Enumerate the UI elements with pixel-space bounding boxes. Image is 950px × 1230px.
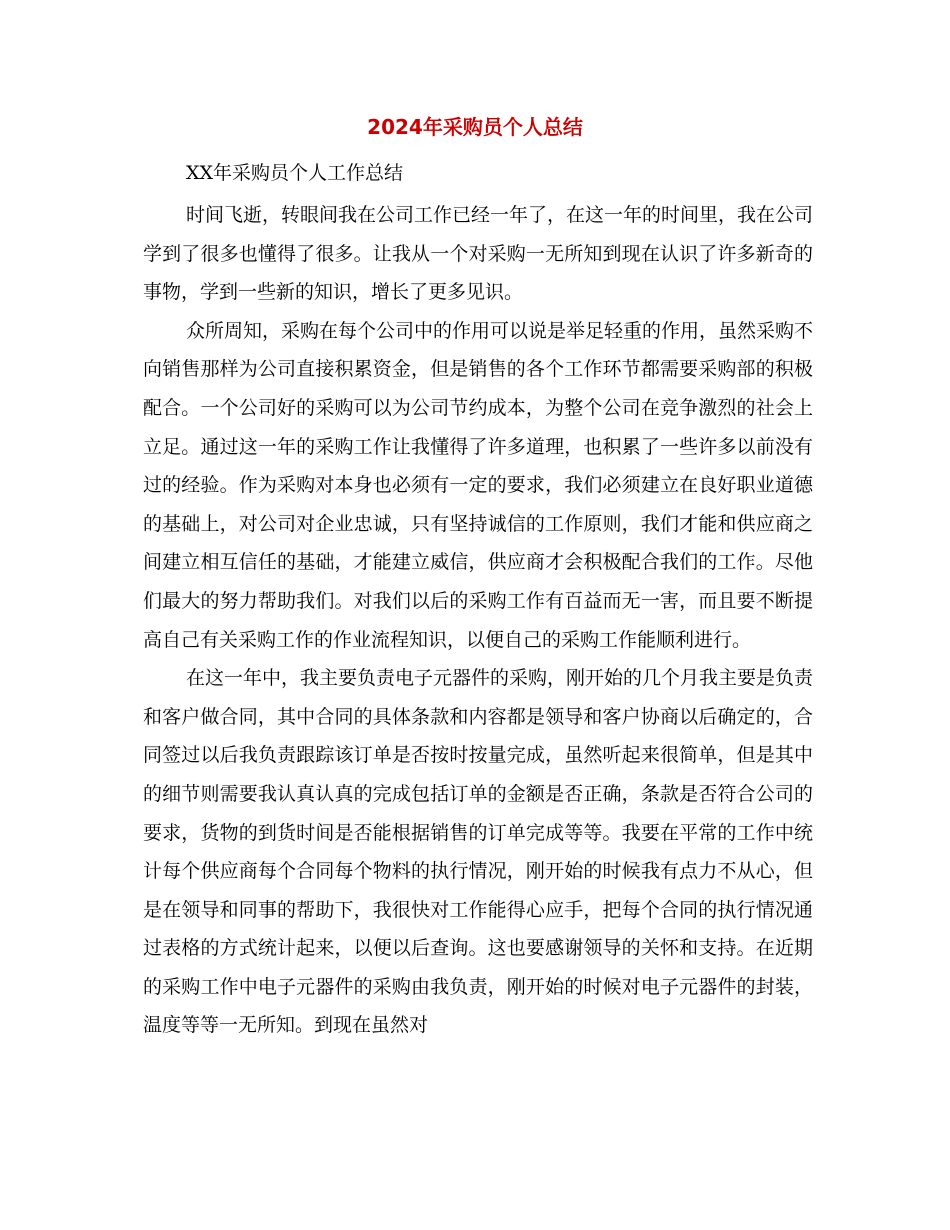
document-body	[143, 196, 813, 1045]
paragraph-responsibilities: 在这一年中，我主要负责电子元器件的采购，刚开始的几个月我主要是负责和客户做合同，其中合同的具体条款和内容都是领导和客户协商以后确定的，合同签过以后我负责跟踪该订单是否按时按量完成，虽然听起来很简单，但是其中的细节则需要我认真认真的完成包括订单的金额是否正确，条款是否符合公司的要求，货物的到货时间是否能根据销售的订单完成等等。我要在平常的工作中统计每个供应商每个合同每个物料的执行情况，刚开始的时候我有点力不从心，但是在领导和同事的帮助下，我很快对工作能得心应手，把每个合同的执行情况通过表格的方式统计起来，以便以后查询。这也要感谢领导的关怀和支持。在近期的采购工作中电子元器件的采购由我负责，刚开始的时候对电子元器件的封装，温度等等一无所知。到现在虽然对	[143, 667, 814, 1037]
page-title: 2024年采购员个人总结	[367, 115, 583, 139]
paragraph-intro: 时间飞逝，转眼间我在公司工作已经一年了，在这一年的时间里，我在公司学到了很多也懂得了很多。让我从一个对采购一无所知到现在认识了许多新奇的事物，学到一些新的知识，增长了更多见识。	[143, 204, 814, 304]
paragraph-role-of-procurement: 众所周知，采购在每个公司中的作用可以说是举足轻重的作用，虽然采购不向销售那样为公司直接积累资金，但是销售的各个工作环节都需要采购部的积极配合。一个公司好的采购可以为公司节约成本，为整个公司在竞争激烈的社会上立足。通过这一年的采购工作让我懂得了许多道理，也积累了一些许多以前没有过的经验。作为采购对本身也必须有一定的要求，我们必须建立在良好职业道德的基础上，对公司对企业忠诚，只有坚持诚信的工作原则，我们才能和供应商之间建立相互信任的基础，才能建立威信，供应商才会积极配合我们的工作。尽他们最大的努力帮助我们。对我们以后的采购工作有百益而无一害，而且要不断提高自己有关采购工作的作业流程知识，以便自己的采购工作能顺利进行。	[143, 319, 814, 651]
document-subtitle: XX年采购员个人工作总结	[186, 162, 404, 184]
